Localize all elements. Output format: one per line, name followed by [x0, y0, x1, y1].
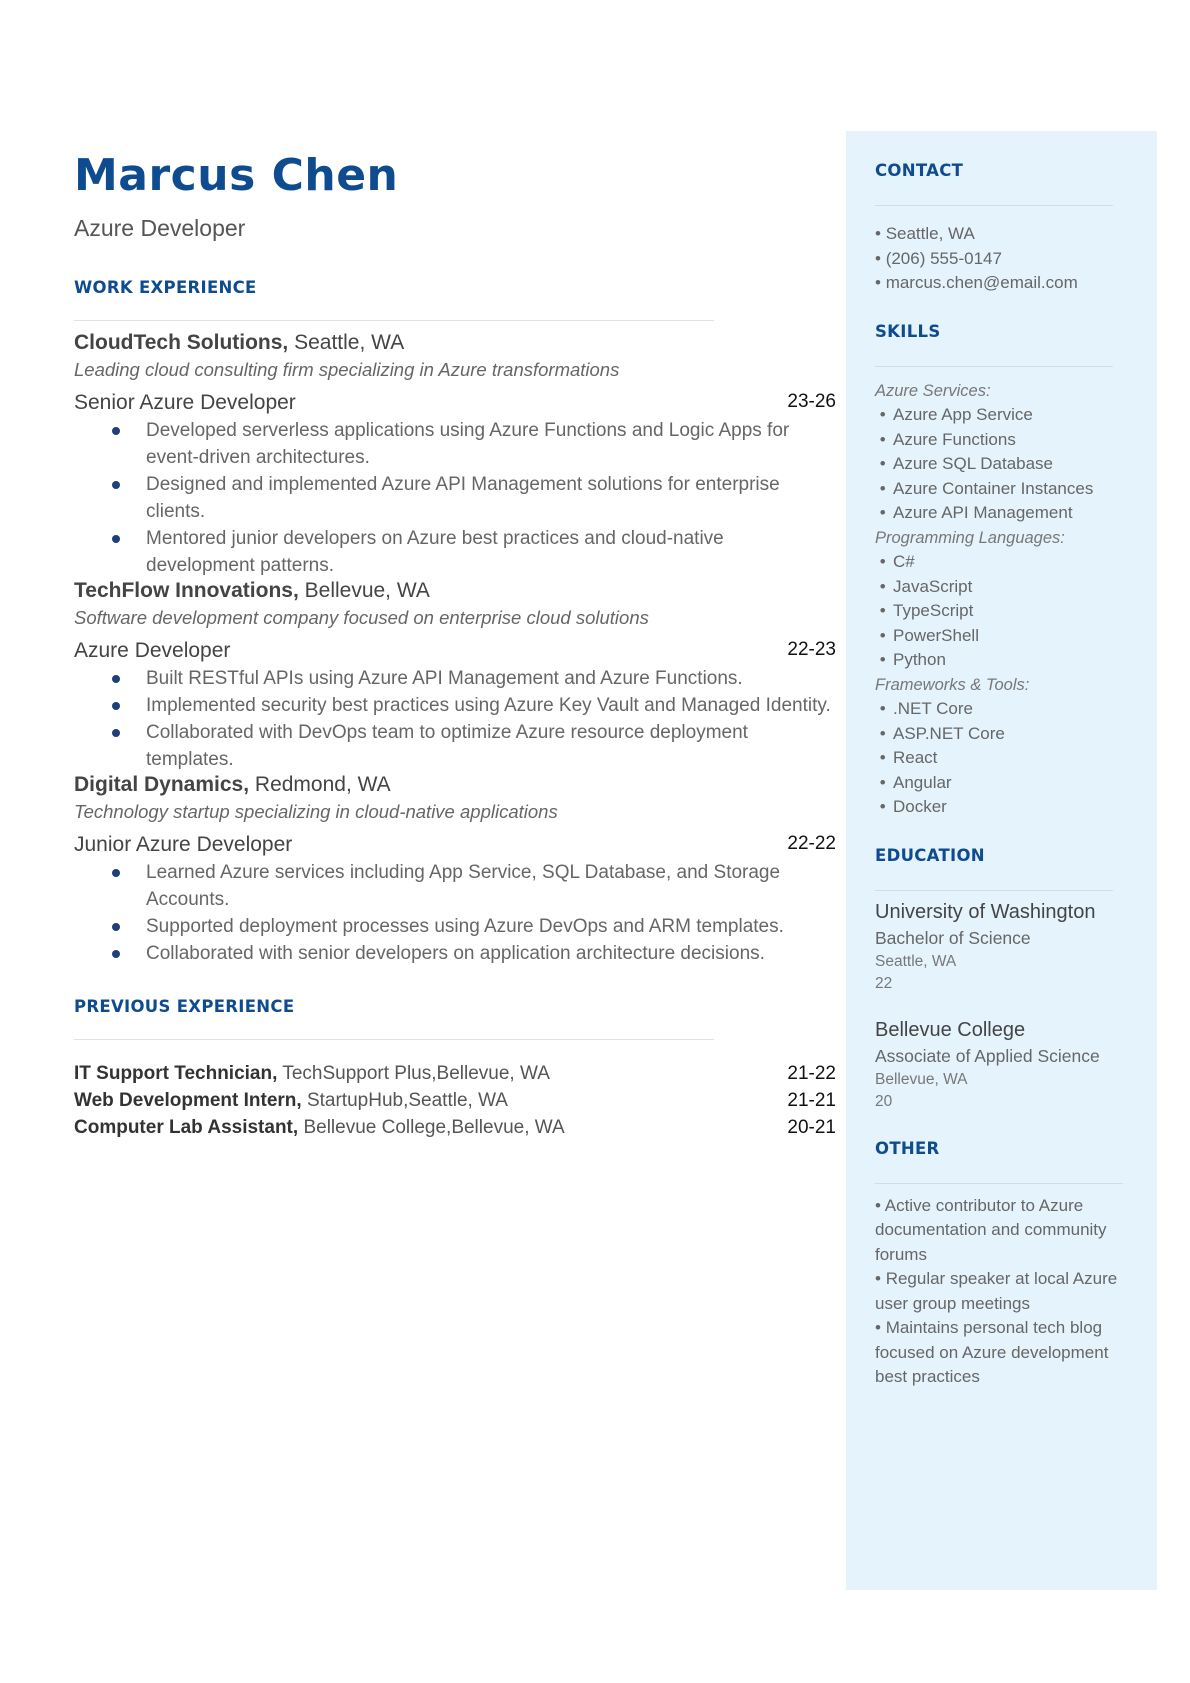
job-entry: [74, 773, 836, 967]
previous-job: [74, 1114, 565, 1141]
job-bullets: [74, 859, 836, 967]
bullet-dot-icon: [112, 869, 120, 877]
skill-text: Azure Functions: [893, 429, 1016, 449]
job-role: Junior Azure Developer: [74, 832, 293, 856]
contact-divider: [875, 205, 1113, 206]
work-experience-heading: WORK EXPERIENCE: [74, 277, 257, 297]
skill-text: Azure SQL Database: [893, 454, 1054, 473]
skill-category: Programming Languages:: [875, 528, 1065, 547]
skill-text: Docker: [893, 797, 947, 816]
sidebar-content: [875, 131, 1125, 1390]
other-heading: OTHER: [875, 1138, 940, 1158]
bullet-item: [74, 719, 836, 773]
company-description: Technology startup specializing in cloud-native applications: [74, 800, 558, 822]
skill-category: Frameworks & Tools:: [875, 675, 1030, 694]
skill-text: TypeScript: [893, 601, 974, 620]
contact-phone-text: (206) 555-0147: [885, 248, 1002, 268]
previous-job-org: StartupHub,Seattle, WA: [301, 1089, 508, 1111]
previous-job-dates: 21-22: [787, 1062, 836, 1084]
previous-experience-heading: PREVIOUS EXPERIENCE: [74, 996, 295, 1016]
previous-job-role: Computer Lab Assistant,: [74, 1116, 299, 1138]
bullet-text: Mentored junior developers on Azure best practices and cloud-native development patterns.: [146, 527, 724, 576]
skill-item: • TypeScript: [875, 601, 974, 620]
bullet-item: [74, 525, 836, 579]
other-divider: [875, 1183, 1123, 1184]
skill-text: JavaScript: [893, 576, 973, 596]
job-entry: [74, 331, 836, 579]
skill-category: Azure Services:: [875, 381, 991, 400]
skill-item: • React: [875, 748, 938, 767]
company-description: Leading cloud consulting firm specializing in Azure transformations: [74, 358, 620, 380]
previous-job-org: Bellevue College,Bellevue, WA: [298, 1116, 565, 1138]
skill-text: C#: [893, 552, 915, 571]
previous-job-role: Web Development Intern,: [74, 1089, 302, 1111]
company-name: CloudTech Solutions,: [74, 330, 289, 354]
skill-item: • Azure Container Instances: [875, 478, 1094, 498]
bullet-text: Supported deployment processes using Azure DevOps and ARM templates.: [146, 915, 784, 937]
skill-item: • ASP.NET Core: [875, 723, 1005, 743]
skill-text: Angular: [893, 772, 952, 792]
company-location: Bellevue, WA: [298, 578, 430, 602]
bullet-dot-icon: [112, 950, 120, 958]
candidate-name: Marcus Chen: [74, 150, 399, 201]
skill-text: Azure Container Instances: [893, 478, 1094, 498]
bullet-dot-icon: [112, 729, 120, 737]
candidate-title: Azure Developer: [74, 214, 246, 241]
education-year: 20: [875, 1092, 893, 1110]
bullet-item: [74, 940, 836, 967]
bullet-item: [74, 913, 836, 940]
company-line: [74, 331, 836, 355]
contact-phone: • (206) 555-0147: [875, 248, 1002, 268]
contact-location-text: Seattle, WA: [885, 224, 975, 243]
skill-text: Python: [893, 650, 946, 669]
skill-item: • Azure App Service: [875, 405, 1033, 424]
other-text: Active contributor to Azure documentation and community forums: [875, 1195, 1107, 1264]
education-school: Bellevue College: [875, 1018, 1026, 1041]
skill-item: • Azure Functions: [875, 429, 1016, 449]
sidebar: [846, 131, 1157, 1590]
previous-job-row: [74, 1060, 836, 1087]
bullet-text: Implemented security best practices using Azure Key Vault and Managed Identity.: [146, 694, 831, 716]
education-entry: [875, 899, 1125, 995]
company-name: Digital Dynamics,: [74, 772, 250, 796]
other-item: • Maintains personal tech blog focused on Azure development best practices: [875, 1318, 1109, 1386]
previous-job-org: TechSupport Plus,Bellevue, WA: [277, 1062, 550, 1084]
bullet-text: Learned Azure services including App Service, SQL Database, and Storage Accounts.: [146, 861, 781, 910]
job-dates: 22-22: [787, 832, 836, 854]
other-text: Maintains personal tech blog focused on Azure development best practices: [875, 1318, 1109, 1386]
company-location: Redmond, WA: [249, 772, 391, 796]
bullet-text: Built RESTful APIs using Azure API Management and Azure Functions.: [146, 667, 743, 689]
skill-text: Azure API Management: [893, 503, 1073, 522]
other-item: • Active contributor to Azure documentation and community forums: [875, 1195, 1107, 1264]
education-entry: [875, 1017, 1125, 1113]
previous-job-dates: 20-21: [787, 1116, 836, 1138]
education-degree: Associate of Applied Science: [875, 1045, 1100, 1066]
previous-job-role: IT Support Technician,: [74, 1062, 278, 1084]
skill-item: • PowerShell: [875, 625, 979, 645]
job-role: Senior Azure Developer: [74, 390, 296, 414]
job-dates: 22-23: [787, 638, 836, 660]
previous-job-row: [74, 1114, 836, 1141]
bullet-dot-icon: [112, 702, 120, 710]
skills-divider: [875, 366, 1113, 367]
main-column: [74, 150, 836, 1141]
education-degree: Bachelor of Science: [875, 927, 1031, 948]
work-experience-divider: [74, 320, 714, 321]
bullet-dot-icon: [112, 923, 120, 931]
company-description: Software development company focused on enterprise cloud solutions: [74, 606, 649, 628]
bullet-item: [74, 665, 836, 692]
previous-job: [74, 1060, 550, 1087]
contact-location: • Seattle, WA: [875, 224, 975, 243]
education-year: 22: [875, 974, 893, 992]
previous-job-row: [74, 1087, 836, 1114]
skill-item: • C#: [875, 552, 915, 571]
education-heading: EDUCATION: [875, 845, 985, 865]
previous-job: [74, 1087, 508, 1114]
job-role-row: [74, 639, 836, 663]
skill-text: Azure App Service: [893, 405, 1033, 424]
job-dates: 23-26: [787, 390, 836, 412]
education-location: Seattle, WA: [875, 952, 957, 970]
skill-item: • JavaScript: [875, 576, 973, 596]
job-role-row: [74, 833, 836, 857]
job-bullets: [74, 665, 836, 773]
bullet-dot-icon: [112, 675, 120, 683]
education-school: University of Washington: [875, 900, 1096, 923]
bullet-item: [74, 471, 836, 525]
company-location: Seattle, WA: [288, 330, 405, 354]
company-name: TechFlow Innovations,: [74, 578, 299, 602]
bullet-text: Collaborated with senior developers on application architecture decisions.: [146, 942, 765, 964]
company-line: [74, 579, 836, 603]
skill-text: ASP.NET Core: [893, 723, 1005, 743]
bullet-text: Designed and implemented Azure API Management solutions for enterprise clients.: [146, 473, 780, 522]
skill-item: • Angular: [875, 772, 952, 792]
job-role: Azure Developer: [74, 638, 231, 662]
education-divider: [875, 890, 1113, 891]
bullet-text: Collaborated with DevOps team to optimize Azure resource deployment templates.: [146, 721, 748, 770]
contact-heading: CONTACT: [875, 161, 964, 180]
job-role-row: [74, 391, 836, 415]
other-item: • Regular speaker at local Azure user group meetings: [875, 1269, 1118, 1313]
bullet-item: [74, 692, 836, 719]
skill-item: • Docker: [875, 797, 947, 816]
skills-heading: SKILLS: [875, 321, 941, 341]
bullet-dot-icon: [112, 535, 120, 543]
previous-experience-divider: [74, 1039, 714, 1040]
contact-email: • marcus.chen@email.com: [875, 273, 1078, 292]
skill-text: React: [893, 748, 938, 767]
skill-item: • Python: [875, 650, 946, 669]
bullet-item: [74, 859, 836, 913]
skill-text: PowerShell: [893, 625, 979, 645]
bullet-item: [74, 417, 836, 471]
contact-email-text: marcus.chen@email.com: [885, 273, 1078, 292]
skill-item: • Azure API Management: [875, 503, 1073, 522]
job-bullets: [74, 417, 836, 579]
company-line: [74, 773, 836, 797]
job-entry: [74, 579, 836, 773]
skill-text: .NET Core: [893, 699, 973, 718]
bullet-dot-icon: [112, 481, 120, 489]
education-location: Bellevue, WA: [875, 1070, 968, 1088]
skill-item: • .NET Core: [875, 699, 973, 718]
skill-item: • Azure SQL Database: [875, 454, 1054, 473]
other-text: Regular speaker at local Azure user group meetings: [875, 1269, 1118, 1313]
previous-job-dates: 21-21: [787, 1089, 836, 1111]
bullet-dot-icon: [112, 427, 120, 435]
bullet-text: Developed serverless applications using Azure Functions and Logic Apps for event-driven architectures.: [146, 419, 790, 468]
